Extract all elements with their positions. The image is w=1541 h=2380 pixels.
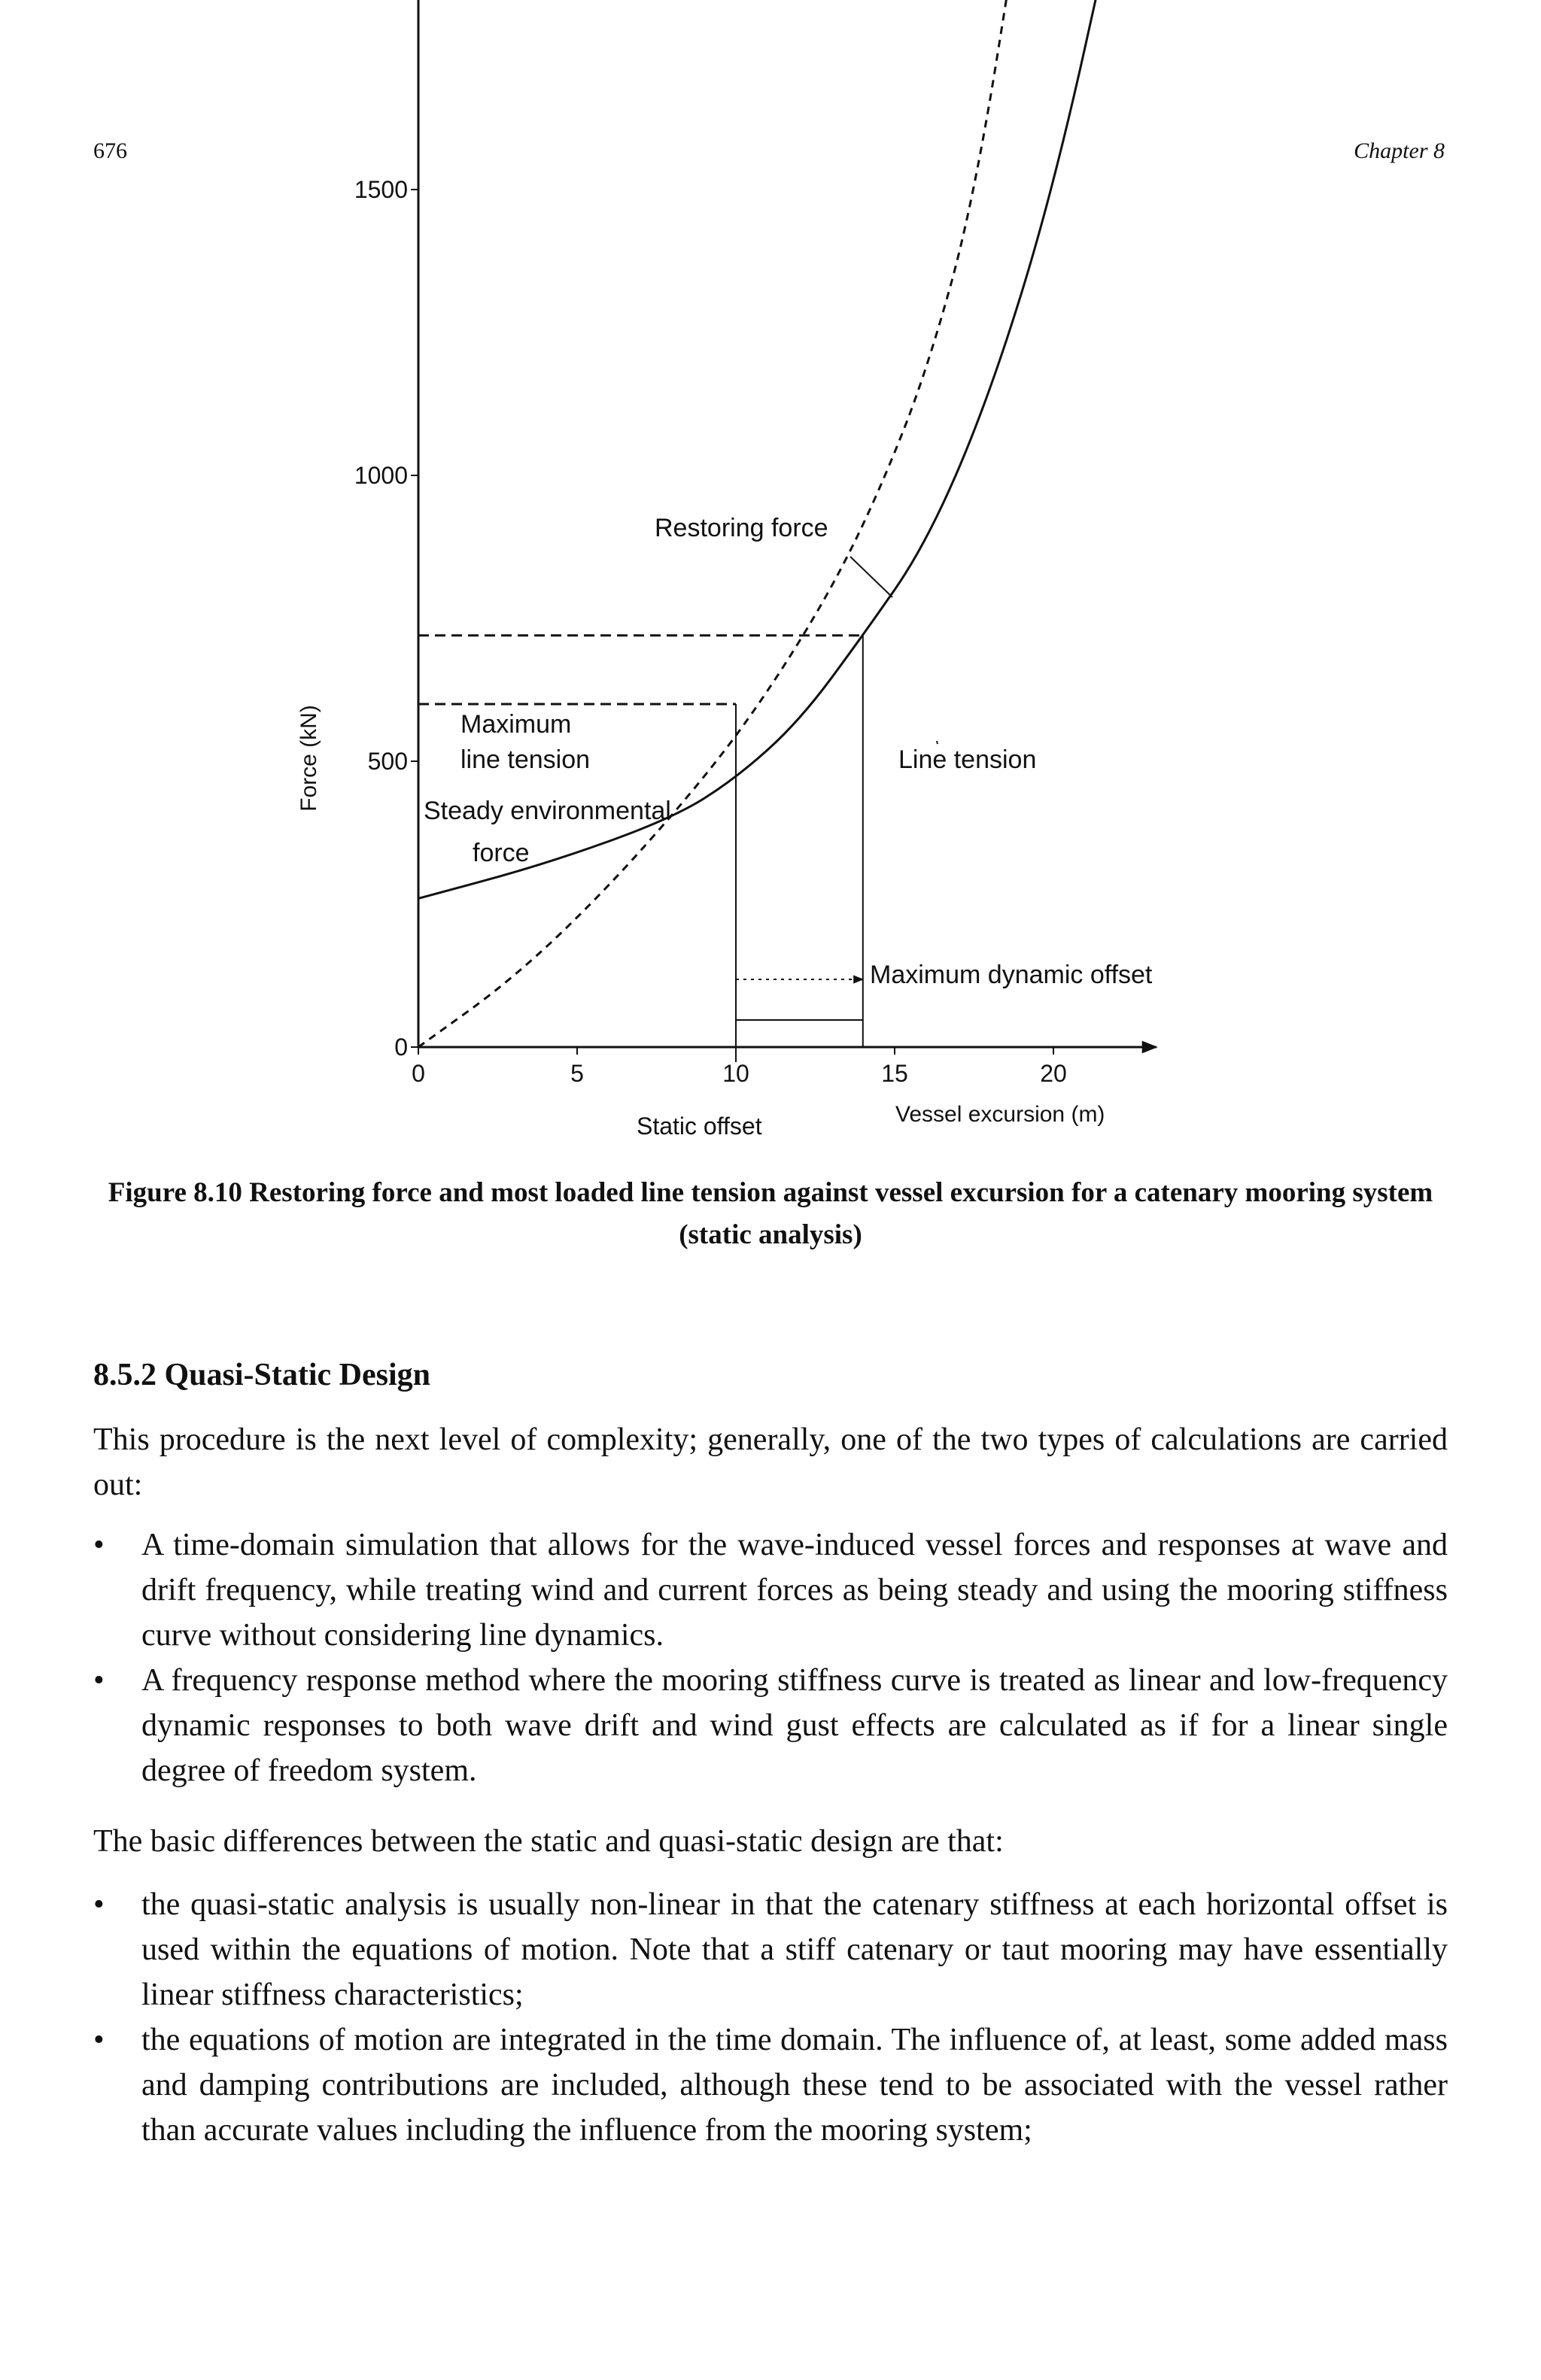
bullet-dot: • <box>93 2023 105 2057</box>
bullet-dot: • <box>93 1528 105 1562</box>
list-item-text: A time-domain simulation that allows for the wave-induced vessel forces and responses at wave and drift frequency, while treating wind and current forces as being steady and using the mooring stiffness curve without considering line dynamics. <box>141 1528 1448 1653</box>
line-tension-pointer <box>937 741 938 744</box>
chart-ticks <box>354 0 1067 1087</box>
y-axis-label: Force (kN) <box>296 705 321 812</box>
bullet-list-2 <box>93 1882 1448 2153</box>
list-item-text: the equations of motion are integrated in the time domain. The influence of, at least, some added mass and damping contributions are included, although these tend to be associated with the vessel rather than accurate values including the influence from the mooring system; <box>141 2023 1448 2148</box>
annotation-max-line-tension-2: line tension <box>460 745 591 774</box>
y-tick-label: 0 <box>394 1034 408 1061</box>
figure-caption: Figure 8.10 Restoring force and most loaded line tension against vessel excursion for a catenary mooring system (static analysis) <box>108 1177 1433 1250</box>
x-tick-label: 5 <box>570 1060 584 1087</box>
y-tick-label: 1000 <box>354 462 408 489</box>
bullet-dot: • <box>93 1887 105 1922</box>
annotation-max-dynamic-offset: Maximum dynamic offset <box>870 961 1153 989</box>
restoring-force-pointer <box>850 557 892 597</box>
annotation-line-tension: Line tension <box>898 745 1037 774</box>
paragraph-intro: This procedure is the next level of complexity; generally, one of the two types of calculations are carried out: <box>93 1422 1448 1502</box>
x-tick-label: 10 <box>722 1060 749 1087</box>
chapter-title: Chapter 8 <box>1354 138 1445 163</box>
section-heading: 8.5.2 Quasi-Static Design <box>93 1358 431 1392</box>
x-tick-label: 20 <box>1040 1060 1067 1087</box>
list-item-text: A frequency response method where the mooring stiffness curve is treated as linear and low-frequency dynamic responses to both wave drift and wind gust effects are calculated as if for a linear single degree of freedom system. <box>141 1663 1448 1788</box>
x-tick-label: 15 <box>881 1060 908 1087</box>
x-tick-label: 0 <box>412 1060 425 1087</box>
list-item <box>93 1658 1448 1793</box>
y-tick-label: 1500 <box>354 176 408 203</box>
annotation-max-line-tension-1: Maximum <box>460 710 572 739</box>
bullet-dot: • <box>93 1663 105 1698</box>
annotation-steady-env-2: force <box>473 839 530 867</box>
figure-chart <box>0 0 1541 1158</box>
list-item <box>93 2017 1448 2153</box>
annotation-restoring-force: Restoring force <box>655 514 828 542</box>
page-number: 676 <box>93 138 127 163</box>
x-axis-label: Vessel excursion (m) <box>895 1102 1105 1127</box>
list-item <box>93 1882 1448 2017</box>
list-item <box>93 1522 1448 1658</box>
paragraph-differences: The basic differences between the static and quasi-static design are that: <box>93 1824 1004 1859</box>
bullet-list-1 <box>93 1522 1448 1793</box>
annotation-steady-env-1: Steady environmental <box>424 797 671 825</box>
list-item-text: the quasi-static analysis is usually non-linear in that the catenary stiffness at each horizontal offset is used within the equations of motion. Note that a stiff catenary or taut mooring may have essentially linear stiffness characteristics; <box>141 1887 1448 2012</box>
annotation-static-offset: Static offset <box>637 1113 762 1140</box>
y-tick-label: 500 <box>367 748 408 775</box>
